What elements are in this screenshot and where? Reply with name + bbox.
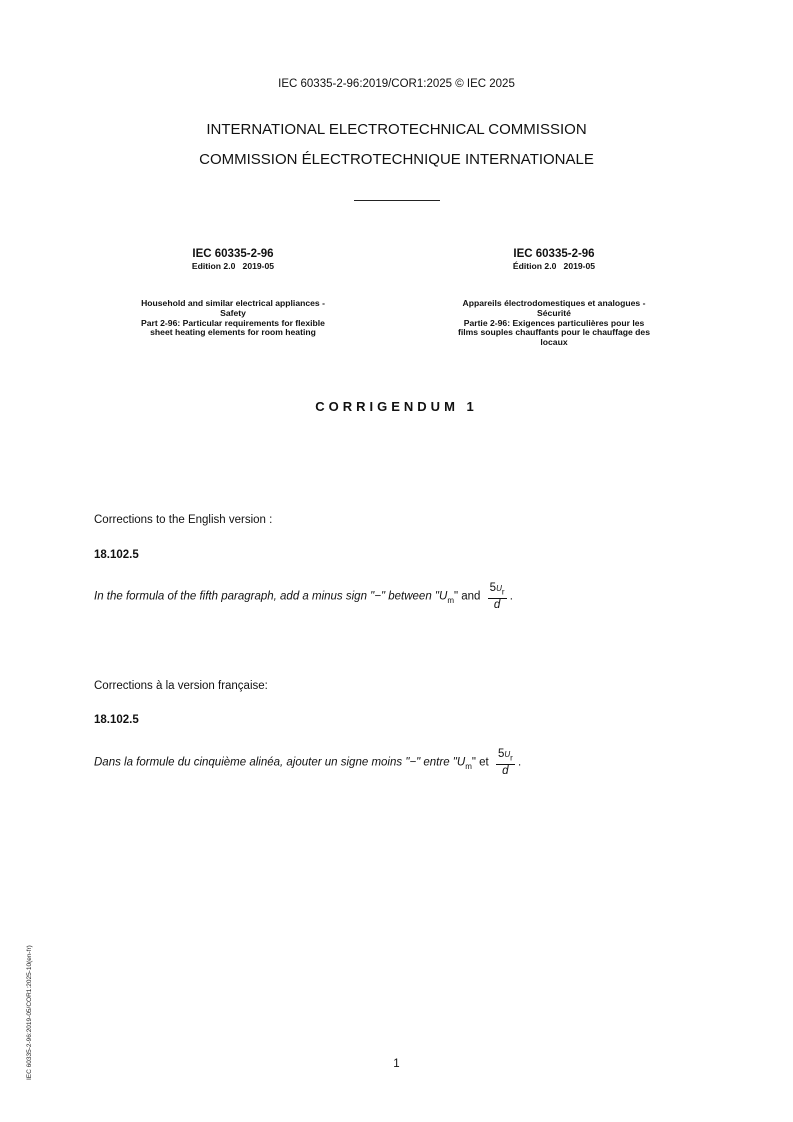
var: U (504, 750, 511, 759)
title-line: Sécurité (537, 307, 571, 318)
title-line: Appareils électrodomestiques et analogues - (462, 298, 646, 308)
french-clause: 18.102.5 (94, 714, 139, 726)
english-standard-block (83, 248, 383, 338)
title-line: films souples chauffants pour le chauffage des (458, 327, 650, 338)
title-line: sheet heating elements for room heating (150, 327, 316, 338)
standard-number: IEC 60335-2-96 (513, 248, 595, 260)
subscript: m (447, 595, 454, 605)
title-line: Household and similar electrical appliances - (141, 298, 325, 308)
standard-title (83, 299, 383, 338)
title-line: Partie 2-96: Exigences particulières pour les (463, 317, 645, 328)
var: U (439, 590, 448, 603)
page-number: 1 (393, 1058, 400, 1070)
subscript: r (510, 753, 513, 763)
standard-number: IEC 60335-2-96 (192, 248, 274, 260)
divider (354, 200, 440, 201)
subscript: r (501, 587, 505, 597)
var: U (496, 584, 502, 593)
english-heading: Corrections to the English version : (94, 514, 273, 526)
edition: Edition 2.0 2019-05 (191, 261, 275, 271)
text: Dans la formule du cinquième alinéa, ajouter un signe moins "−" entre " (94, 756, 457, 769)
french-heading: Corrections à la version française: (94, 680, 268, 692)
denominator: d (502, 765, 509, 778)
text: . (509, 590, 513, 603)
fraction (496, 748, 515, 777)
denominator: d (493, 599, 501, 612)
text: In the formula of the fifth paragraph, add a minus sign "−" between " (94, 590, 439, 603)
text: " et (471, 756, 489, 769)
french-standard-block (404, 248, 704, 348)
text: " and (453, 590, 481, 603)
num: 5 (489, 582, 497, 594)
title-line: Safety (220, 307, 246, 318)
title-line: locaux (540, 337, 568, 348)
fraction (488, 582, 507, 611)
subscript: m (465, 761, 472, 771)
org-name-en: INTERNATIONAL ELECTROTECHNICAL COMMISSION (206, 121, 587, 138)
standard-title (404, 299, 704, 348)
text: . (518, 756, 522, 769)
french-correction (94, 748, 521, 777)
var: U (456, 756, 466, 769)
side-reference: IEC 60335-2-96:2019-05/COR1:2025-10(en-fr) (26, 945, 33, 1080)
english-clause: 18.102.5 (94, 549, 139, 561)
edition: Édition 2.0 2019-05 (512, 261, 596, 271)
title-line: Part 2-96: Particular requirements for flexible (141, 317, 325, 328)
num: 5 (497, 748, 505, 760)
org-name-fr: COMMISSION ÉLECTROTECHNIQUE INTERNATIONALE (199, 151, 594, 168)
english-correction (94, 582, 513, 611)
corrigendum-title: CORRIGENDUM 1 (315, 399, 478, 414)
header-reference: IEC 60335-2-96:2019/COR1:2025 © IEC 2025 (278, 78, 515, 90)
